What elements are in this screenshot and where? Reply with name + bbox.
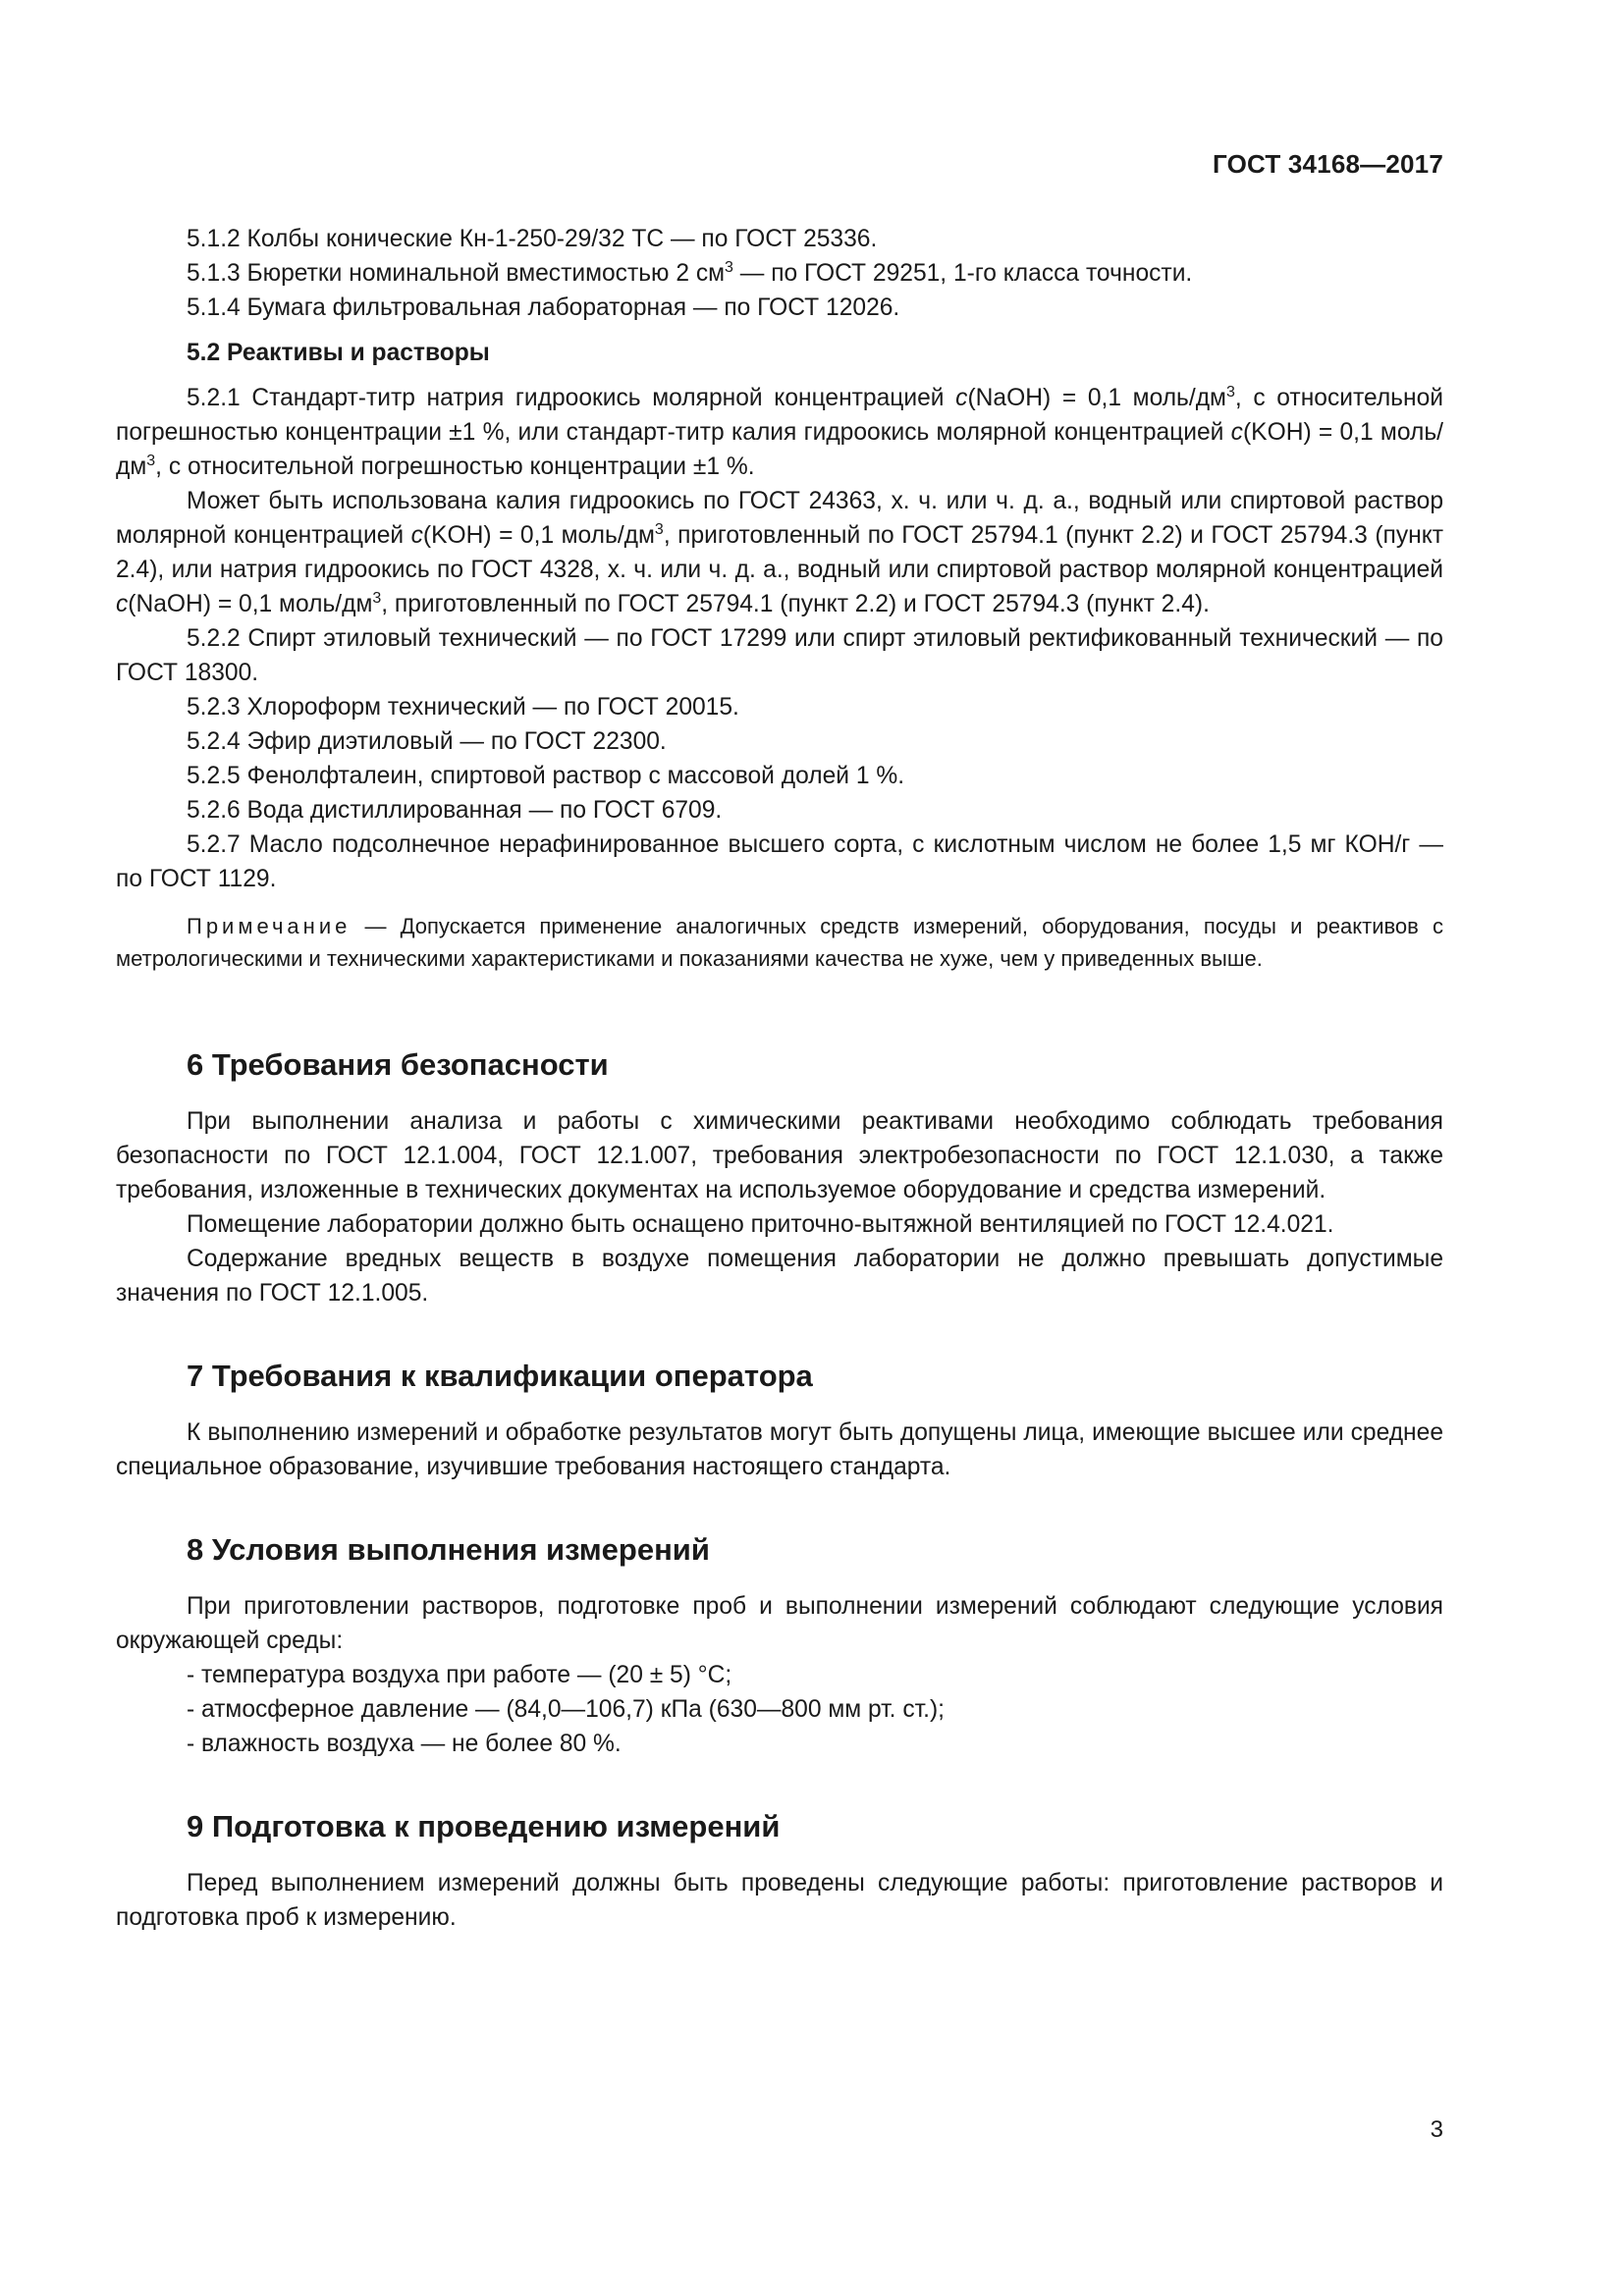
section-6-paragraph: Помещение лаборатории должно быть оснащено приточно-вытяжной вентиляцией по ГОСТ 12.4.021. <box>187 1211 1334 1238</box>
item-5-2-5: 5.2.5 Фенолфталеин, спиртовой раствор с массовой долей 1 %. <box>187 763 905 789</box>
section-9-paragraph: Перед выполнением измерений должны быть проведены следующие работы: приготовление растворов и подготовка проб к измерению. <box>116 1870 1443 1931</box>
item-5-2-7: 5.2.7 Масло подсолнечное нерафинированное высшего сорта, с кислотным числом не более 1,5 мг КОН/г — по ГОСТ 1129. <box>116 831 1443 892</box>
section-6-paragraph: При выполнении анализа и работы с химическими реактивами необходимо соблюдать требования безопасности по ГОСТ 12.1.004, ГОСТ 12.1.007, требования электробезопасности по ГОСТ 12.1.030, а также требования, изложенные в технических документах на используемое оборудование и средства измерений. <box>116 1108 1443 1203</box>
item-5-2-1: 5.2.1 Стандарт-титр натрия гидроокись молярной концентрацией c(NaOH) = 0,1 моль/$дм^3$, с относительной погрешностью концентрации ±1 %, или стандарт-титр калия гидроокись молярной концентрацией c(KOH) = 0,1 моль/$дм^3$, с относительной погрешностью концентрации ±1 %. <box>116 384 1443 480</box>
condition-list-item: - атмосферное давление — (84,0—106,7) кПа (630—800 мм рт. ст.); <box>187 1696 946 1723</box>
item-5-2-4: 5.2.4 Эфир диэтиловый — по ГОСТ 22300. <box>187 728 667 755</box>
page-number: 3 <box>1430 2116 1443 2143</box>
section-title-8: 8 Условия выполнения измерений <box>187 1532 710 1567</box>
item-5-1-4: 5.1.4 Бумага фильтровальная лабораторная — по ГОСТ 12026. <box>187 294 900 321</box>
section-title-9: 9 Подготовка к проведению измерений <box>187 1809 781 1843</box>
section-title-7: 7 Требования к квалификации оператора <box>187 1359 813 1393</box>
section-6-paragraph: Содержание вредных веществ в воздухе помещения лаборатории не должно превышать допустимые значения по ГОСТ 12.1.005. <box>116 1246 1443 1307</box>
reagent-alternative-paragraph: Может быть использована калия гидроокись по ГОСТ 24363, х. ч. или ч. д. а., водный или спиртовой раствор молярной концентрацией c(KOH) = 0,1 моль/$дм^3$, приготовленный по ГОСТ 25794.1 (пункт 2.2) и ГОСТ 25794.3 (пункт 2.4), или натрия гидроокись по ГОСТ 4328, х. ч. или ч. д. а., водный или спиртовой раствор молярной концентрацией c(NaOH) = 0,1 моль/$дм^3$, приготовленный по ГОСТ 25794.1 (пункт 2.2) и ГОСТ 25794.3 (пункт 2.4). <box>116 488 1444 617</box>
note-label: Примечание <box>187 914 352 938</box>
item-5-1-2: 5.1.2 Колбы конические Кн-1-250-29/32 ТС — по ГОСТ 25336. <box>187 226 878 252</box>
note-text: — Допускается применение аналогичных средств измерений, оборудования, посуды и реактивов с метрологическими и техническими характеристиками и показаниями качества не хуже, чем у приведенных выше. <box>116 914 1443 971</box>
condition-list-item: - влажность воздуха — не более 80 %. <box>187 1731 622 1757</box>
note-paragraph <box>116 910 1443 975</box>
item-5-2-3: 5.2.3 Хлороформ технический — по ГОСТ 20015. <box>187 694 739 721</box>
item-5-1-3: 5.1.3 Бюретки номинальной вместимостью 2 $см^3$ — по ГОСТ 29251, 1-го класса точности. <box>187 259 1193 287</box>
condition-list-item: - температура воздуха при работе — (20 ± 5) °С; <box>187 1662 732 1688</box>
section-8-intro: При приготовлении растворов, подготовке проб и выполнении измерений соблюдают следующие условия окружающей среды: <box>116 1593 1443 1654</box>
item-5-2-2: 5.2.2 Спирт этиловый технический — по ГОСТ 17299 или спирт этиловый ректификованный технический — по ГОСТ 18300. <box>116 625 1443 686</box>
page-content <box>116 222 1443 1935</box>
item-5-2-6: 5.2.6 Вода дистиллированная — по ГОСТ 6709. <box>187 797 723 824</box>
subsection-title-5-2: 5.2 Реактивы и растворы <box>187 340 490 366</box>
section-7-paragraph: К выполнению измерений и обработке результатов могут быть допущены лица, имеющие высшее или среднее специальное образование, изучившие требования настоящего стандарта. <box>116 1419 1443 1480</box>
section-title-6: 6 Требования безопасности <box>187 1047 609 1082</box>
document-page <box>116 0 1443 2296</box>
document-code: ГОСТ 34168—2017 <box>1213 149 1443 179</box>
